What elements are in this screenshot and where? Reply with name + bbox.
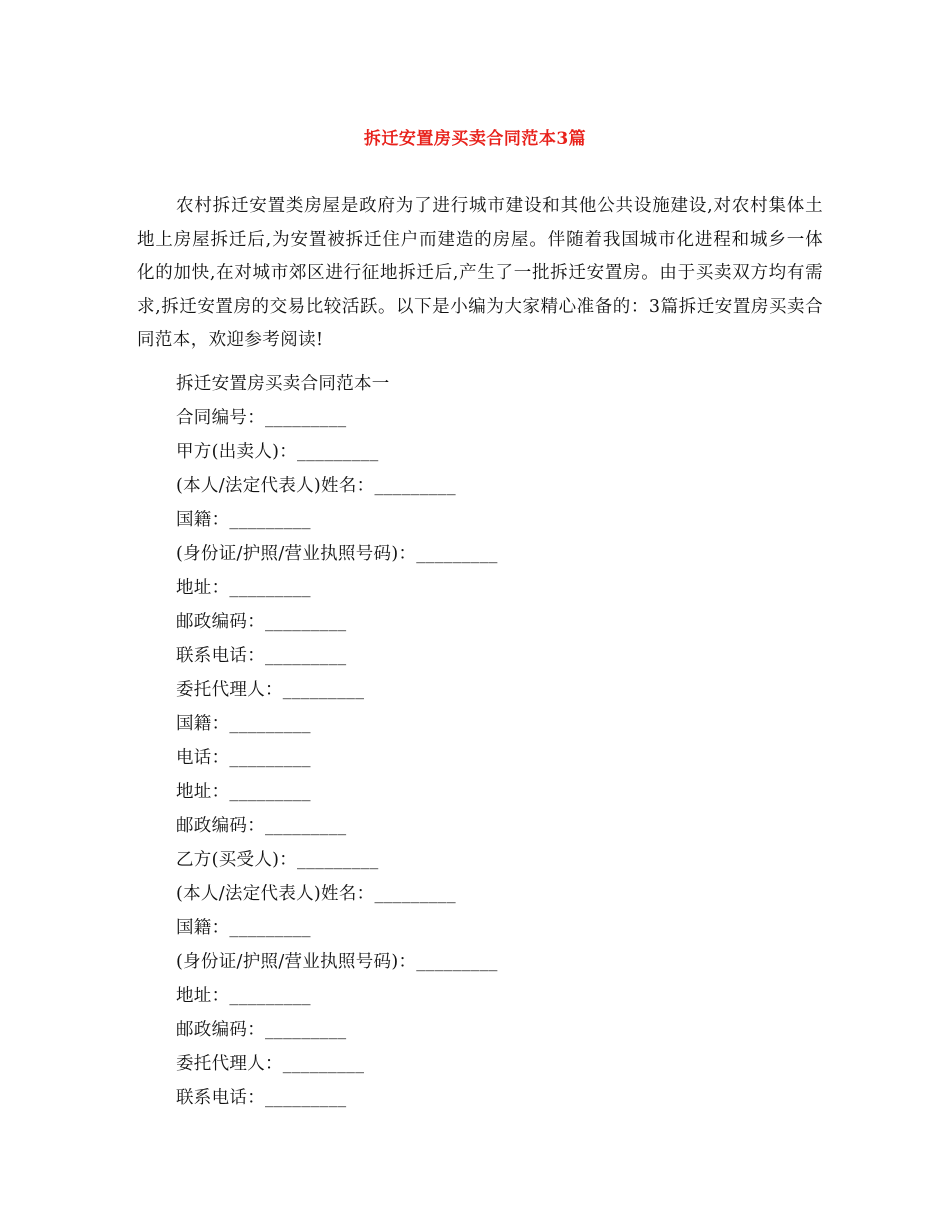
party-a-agent-line: 委托代理人：_________ (176, 680, 365, 700)
contract-field-list (176, 367, 816, 1115)
party-b-address-line: 地址：_________ (176, 986, 311, 1006)
party-b-line: 乙方(买受人)：_________ (176, 850, 379, 870)
party-a-postcode-line: 邮政编码：_________ (176, 612, 347, 632)
party-b-name-line: (本人/法定代表人)姓名：_________ (176, 884, 456, 904)
agent-address-line: 地址：_________ (176, 782, 311, 802)
party-b-nationality-line: 国籍：_________ (176, 918, 311, 938)
section-heading: 拆迁安置房买卖合同范本一 (176, 374, 390, 394)
intro-paragraph: 农村拆迁安置类房屋是政府为了进行城市建设和其他公共设施建设,对农村集体土地上房屋拆迁后,为安置被拆迁住户而建造的房屋。伴随着我国城市化进程和城乡一体化的加快,在对城市郊区进行征地拆迁后,产生了一批拆迁安置房。由于买卖双方均有需求,拆迁安置房的交易比较活跃。以下是小编为大家精心准备的：3篇拆迁安置房买卖合同范本，欢迎参考阅读! (137, 196, 823, 351)
party-a-nationality-line: 国籍：_________ (176, 510, 311, 530)
agent-postcode-line: 邮政编码：_________ (176, 816, 347, 836)
party-a-line: 甲方(出卖人)：_________ (176, 442, 379, 462)
party-b-agent-line: 委托代理人：_________ (176, 1054, 365, 1074)
party-b-postcode-line: 邮政编码：_________ (176, 1020, 347, 1040)
party-b-id-line: (身份证/护照/营业执照号码)：_________ (176, 952, 498, 972)
agent-nationality-line: 国籍：_________ (176, 714, 311, 734)
party-b-phone-line: 联系电话：_________ (176, 1088, 347, 1108)
agent-phone-line: 电话：_________ (176, 748, 311, 768)
party-a-name-line: (本人/法定代表人)姓名：_________ (176, 476, 456, 496)
party-a-address-line: 地址：_________ (176, 578, 311, 598)
document-title: 拆迁安置房买卖合同范本3篇 (363, 129, 587, 149)
contract-number-line: 合同编号：_________ (176, 408, 347, 428)
party-a-phone-line: 联系电话：_________ (176, 646, 347, 666)
party-a-id-line: (身份证/护照/营业执照号码)：_________ (176, 544, 498, 564)
